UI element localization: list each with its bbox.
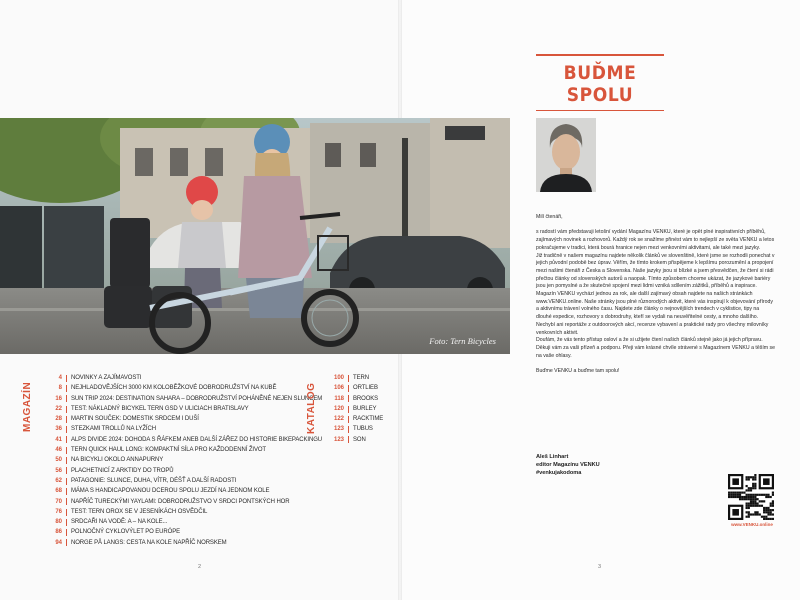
toc-divider: [66, 467, 67, 474]
toc-page-number: 68: [55, 488, 62, 495]
katalog-toc-entry[interactable]: [326, 404, 396, 414]
toc-page-number: 16: [55, 395, 62, 402]
toc-page-number: 62: [55, 477, 62, 484]
toc-page-number: 80: [55, 519, 62, 526]
katalog-toc-entry[interactable]: [326, 424, 396, 434]
toc-page-number: 50: [55, 457, 62, 464]
editorial-title-block: [536, 54, 664, 111]
toc-divider: [66, 519, 67, 526]
toc-title: MARTIN SOUČEK: DOMESTIK SRDCEM I DUŠÍ: [71, 416, 199, 423]
toc-title: SUN TRIP 2024: DESTINATION SAHARA – DOBRODRUŽSTVÍ POHÁNĚNÉ NEJEN SLUNCEM: [71, 395, 323, 402]
toc-page-number: 123: [333, 426, 344, 433]
letter-paragraph: Doufám, že vás tento přístup osloví a že si užijete čtení našich článků stejně jako já jejich přípravu. Děkuji vám za vaši přízeň a podporu. Přeji vám krásné chvíle strávené s Magazínem VENKU a těším se na vaše ohlasy.: [536, 337, 776, 359]
toc-title: POLNOČNÝ CYKLOVÝLET PO EURÓPE: [71, 529, 181, 536]
toc-divider: [66, 385, 67, 392]
toc-page-number: 36: [55, 426, 62, 433]
toc-title: NA BICYKLI OKOLO ANNAPURNY: [71, 457, 164, 464]
toc-divider: [66, 426, 67, 433]
toc-divider: [348, 426, 349, 433]
magazin-toc-entry[interactable]: [44, 455, 334, 465]
magazin-toc-entry[interactable]: [44, 476, 334, 486]
magazin-toc-entry[interactable]: [44, 435, 334, 445]
toc-page-number: 76: [55, 508, 62, 515]
title-rule-bottom: [536, 110, 664, 112]
toc-divider: [66, 509, 67, 516]
toc-divider: [348, 406, 349, 413]
magazin-toc-entry[interactable]: [44, 527, 334, 537]
toc-page-number: 46: [55, 447, 62, 454]
toc-divider: [66, 498, 67, 505]
magazin-toc-entry[interactable]: [44, 507, 334, 517]
toc-page-number: 70: [55, 498, 62, 505]
toc-page-number: 86: [55, 529, 62, 536]
editorial-title: BUĎME SPOLU: [563, 61, 637, 106]
toc-title: PATAGONIE: SLUNCE, DUHA, VÍTR, DÉŠŤ A DALŠÍ RADOSTI: [71, 477, 237, 484]
toc-divider: [66, 436, 67, 443]
toc-title: TERN QUICK HAUL LONG: KOMPAKTNÍ SÍLA PRO KAŽDODENNÍ ŽIVOT: [71, 447, 266, 454]
katalog-toc-entry[interactable]: [326, 414, 396, 424]
katalog-toc-entry[interactable]: [326, 394, 396, 404]
katalog-toc-entry[interactable]: [326, 373, 396, 383]
katalog-toc: [326, 373, 396, 445]
toc-title: SRDCAŘI NA VODĚ: A – NA KOLE...: [71, 519, 168, 526]
cargo-bike-photo: [0, 118, 510, 354]
katalog-toc-entry[interactable]: [326, 435, 396, 445]
magazin-toc-entry[interactable]: [44, 404, 334, 414]
editorial-letter: [536, 214, 776, 376]
toc-title: SON: [353, 436, 366, 443]
magazin-toc-entry[interactable]: [44, 383, 334, 393]
toc-divider: [348, 395, 349, 402]
toc-divider: [348, 385, 349, 392]
toc-page-number: 100: [333, 375, 344, 381]
letter-paragraph: Magazín VENKU vychází jednou za rok, ale další zajímavý obsah najdete na našich stránkách www.VENKU.online. Naše stránky jsou plné různorodých aktivit, které vás inspirují k objevování přírody a aktivnímu trávení volného času. Najdete zde články o nejnovějších trendech v cyklistice, tipy na dlouhé expedice, rozhovory s dobrodruhy, kteří se vydali na neuvěřitelné cesty, a mnoho dalšího. Nechybí ani reportáže z outdoorových akcí, recenze vybavení a praktické rady pro všechny milovníky venkovních aktivit.: [536, 291, 774, 336]
toc-page-number: 56: [55, 467, 62, 474]
toc-page-number: 8: [58, 385, 62, 392]
toc-divider: [66, 478, 67, 485]
toc-title: BURLEY: [353, 405, 377, 412]
toc-page-number: 123: [333, 436, 344, 443]
magazin-toc-entry[interactable]: [44, 538, 334, 548]
toc-divider: [66, 539, 67, 546]
magazin-toc-entry[interactable]: [44, 394, 334, 404]
toc-title: NEJHLADOVĚJŠÍCH 3000 KM KOLOBĚŽKOVÉ DOBRODRUŽSTVÍ NA KUBĚ: [71, 385, 277, 392]
toc-page-number: 120: [333, 405, 344, 412]
toc-divider: [66, 395, 67, 402]
page-number-right: 3: [598, 564, 602, 570]
page-number-left: 2: [198, 564, 202, 570]
qr-code-icon[interactable]: [728, 474, 774, 520]
toc-divider: [66, 488, 67, 495]
toc-title: PLACHETNICÍ Z ARKTIDY DO TROPŮ: [71, 467, 174, 474]
magazin-toc-entry[interactable]: [44, 373, 334, 383]
toc-divider: [66, 416, 67, 423]
cover-photo: [0, 118, 510, 354]
toc-title: TUBUS: [353, 426, 373, 433]
qr-caption: www.VENKU.online: [731, 522, 773, 527]
toc-title: ORTLIEB: [353, 385, 378, 392]
toc-title: NAPŘÍČ TURECKÝMI YAYLAMI: DOBRODRUŽSTVO V SRDCI PONTSKÝCH HOR: [71, 498, 290, 505]
toc-title: ALPS DIVIDE 2024: DOHODA S ŘÁFKEM ANEB DALŠÍ ZÁŘEZ DO HISTORIE BIKEPACKINGU: [71, 436, 323, 443]
katalog-toc-entry[interactable]: [326, 383, 396, 393]
toc-divider: [348, 375, 349, 382]
toc-page-number: 4: [58, 375, 62, 381]
toc-title: RACKTIME: [353, 416, 384, 423]
magazin-toc-entry[interactable]: [44, 497, 334, 507]
toc-divider: [66, 457, 67, 464]
toc-divider: [348, 436, 349, 443]
toc-title: MÁMA S HANDICAPOVANOU DCEROU SPOLU JEZDÍ NA JEDNOM KOLE: [71, 488, 270, 495]
toc-title: NORGE PÅ LANGS: CESTA NA KOLE NAPŘÍČ NORSKEM: [71, 539, 227, 546]
magazin-toc-entry[interactable]: [44, 445, 334, 455]
magazin-toc-entry[interactable]: [44, 486, 334, 496]
photo-credit: Foto: Tern Bicycles: [429, 336, 496, 346]
editor-portrait-image: [536, 118, 596, 192]
toc-page-number: 41: [55, 436, 62, 443]
toc-divider: [66, 406, 67, 413]
toc-divider: [66, 447, 67, 454]
letter-paragraph: Již tradičně v našem magazínu najdete několik článků ve slovenštině, které jsme se rozhodli ponechat v jejich původní podobě bez úprav. Věřím, že tímto krokem přispějeme k lepšímu porozumění a propojení mezi našimi čtenáři z Česka a Slovenska. Naše jazyky jsou si blízké a jsem přesvědčen, že čtení si rádi přečtou články od slovenských autorů a naopak. Tímto způsobem chceme ukázat, že jazykové bariéry jsou jen pomyslné a že skutečné spojení mezi lidmi vzniká sdílením zážitků, příběhů a inspirace.: [536, 252, 775, 290]
letter-paragraph: s radostí vám představuji letošní vydání Magazínu VENKU, které je opět plné inspirativních příběhů, zajímavých novinek a rozhovorů. Každý rok se snažíme přinést vám to nejlepší ze světa VENKU a letos pokračujeme v tradici, která bourá hranice nejen mezi venkovními aktivitami, ale také mezi jazyky.: [536, 229, 775, 251]
toc-divider: [66, 529, 67, 536]
letter-paragraph: Buďme VENKU a buďme tam spolu!: [536, 368, 620, 375]
toc-page-number: 22: [55, 405, 62, 412]
magazin-toc-entry[interactable]: [44, 466, 334, 476]
toc-page-number: 106: [333, 385, 344, 392]
magazin-section-label: MAGAZÍN: [22, 381, 33, 432]
magazin-toc: [44, 373, 334, 548]
magazin-toc-entry[interactable]: [44, 517, 334, 527]
toc-page-number: 118: [334, 395, 344, 402]
toc-divider: [66, 375, 67, 382]
toc-divider: [348, 416, 349, 423]
editor-hashtag: #venkujakodoma: [536, 470, 582, 476]
toc-title: TEST: NÁKLADNÝ BICYKEL TERN GSD V ULICIACH BRATISLAVY: [71, 405, 249, 412]
editor-signature: [536, 453, 600, 477]
editor-portrait: [536, 118, 596, 192]
toc-title: TEST: TERN OROX SE V JESENÍKÁCH OSVĚDČIL: [71, 508, 208, 515]
magazin-toc-entry[interactable]: [44, 424, 334, 434]
toc-page-number: 122: [333, 416, 344, 423]
editor-name: Aleš Linhart: [536, 454, 569, 460]
toc-title: BROOKS: [353, 395, 379, 402]
magazin-toc-entry[interactable]: [44, 414, 334, 424]
letter-greeting: Milí čtenáři,: [536, 214, 563, 220]
toc-title: NOVINKY A ZAJÍMAVOSTI: [71, 375, 142, 381]
toc-title: STEZKAMI TROLLŮ NA LYŽÍCH: [71, 426, 156, 433]
katalog-section-label: KATALOG: [306, 382, 317, 434]
toc-title: TERN: [353, 375, 369, 381]
toc-page-number: 28: [55, 416, 62, 423]
editor-role: editor Magazínu VENKU: [536, 462, 600, 468]
toc-page-number: 94: [55, 539, 62, 546]
